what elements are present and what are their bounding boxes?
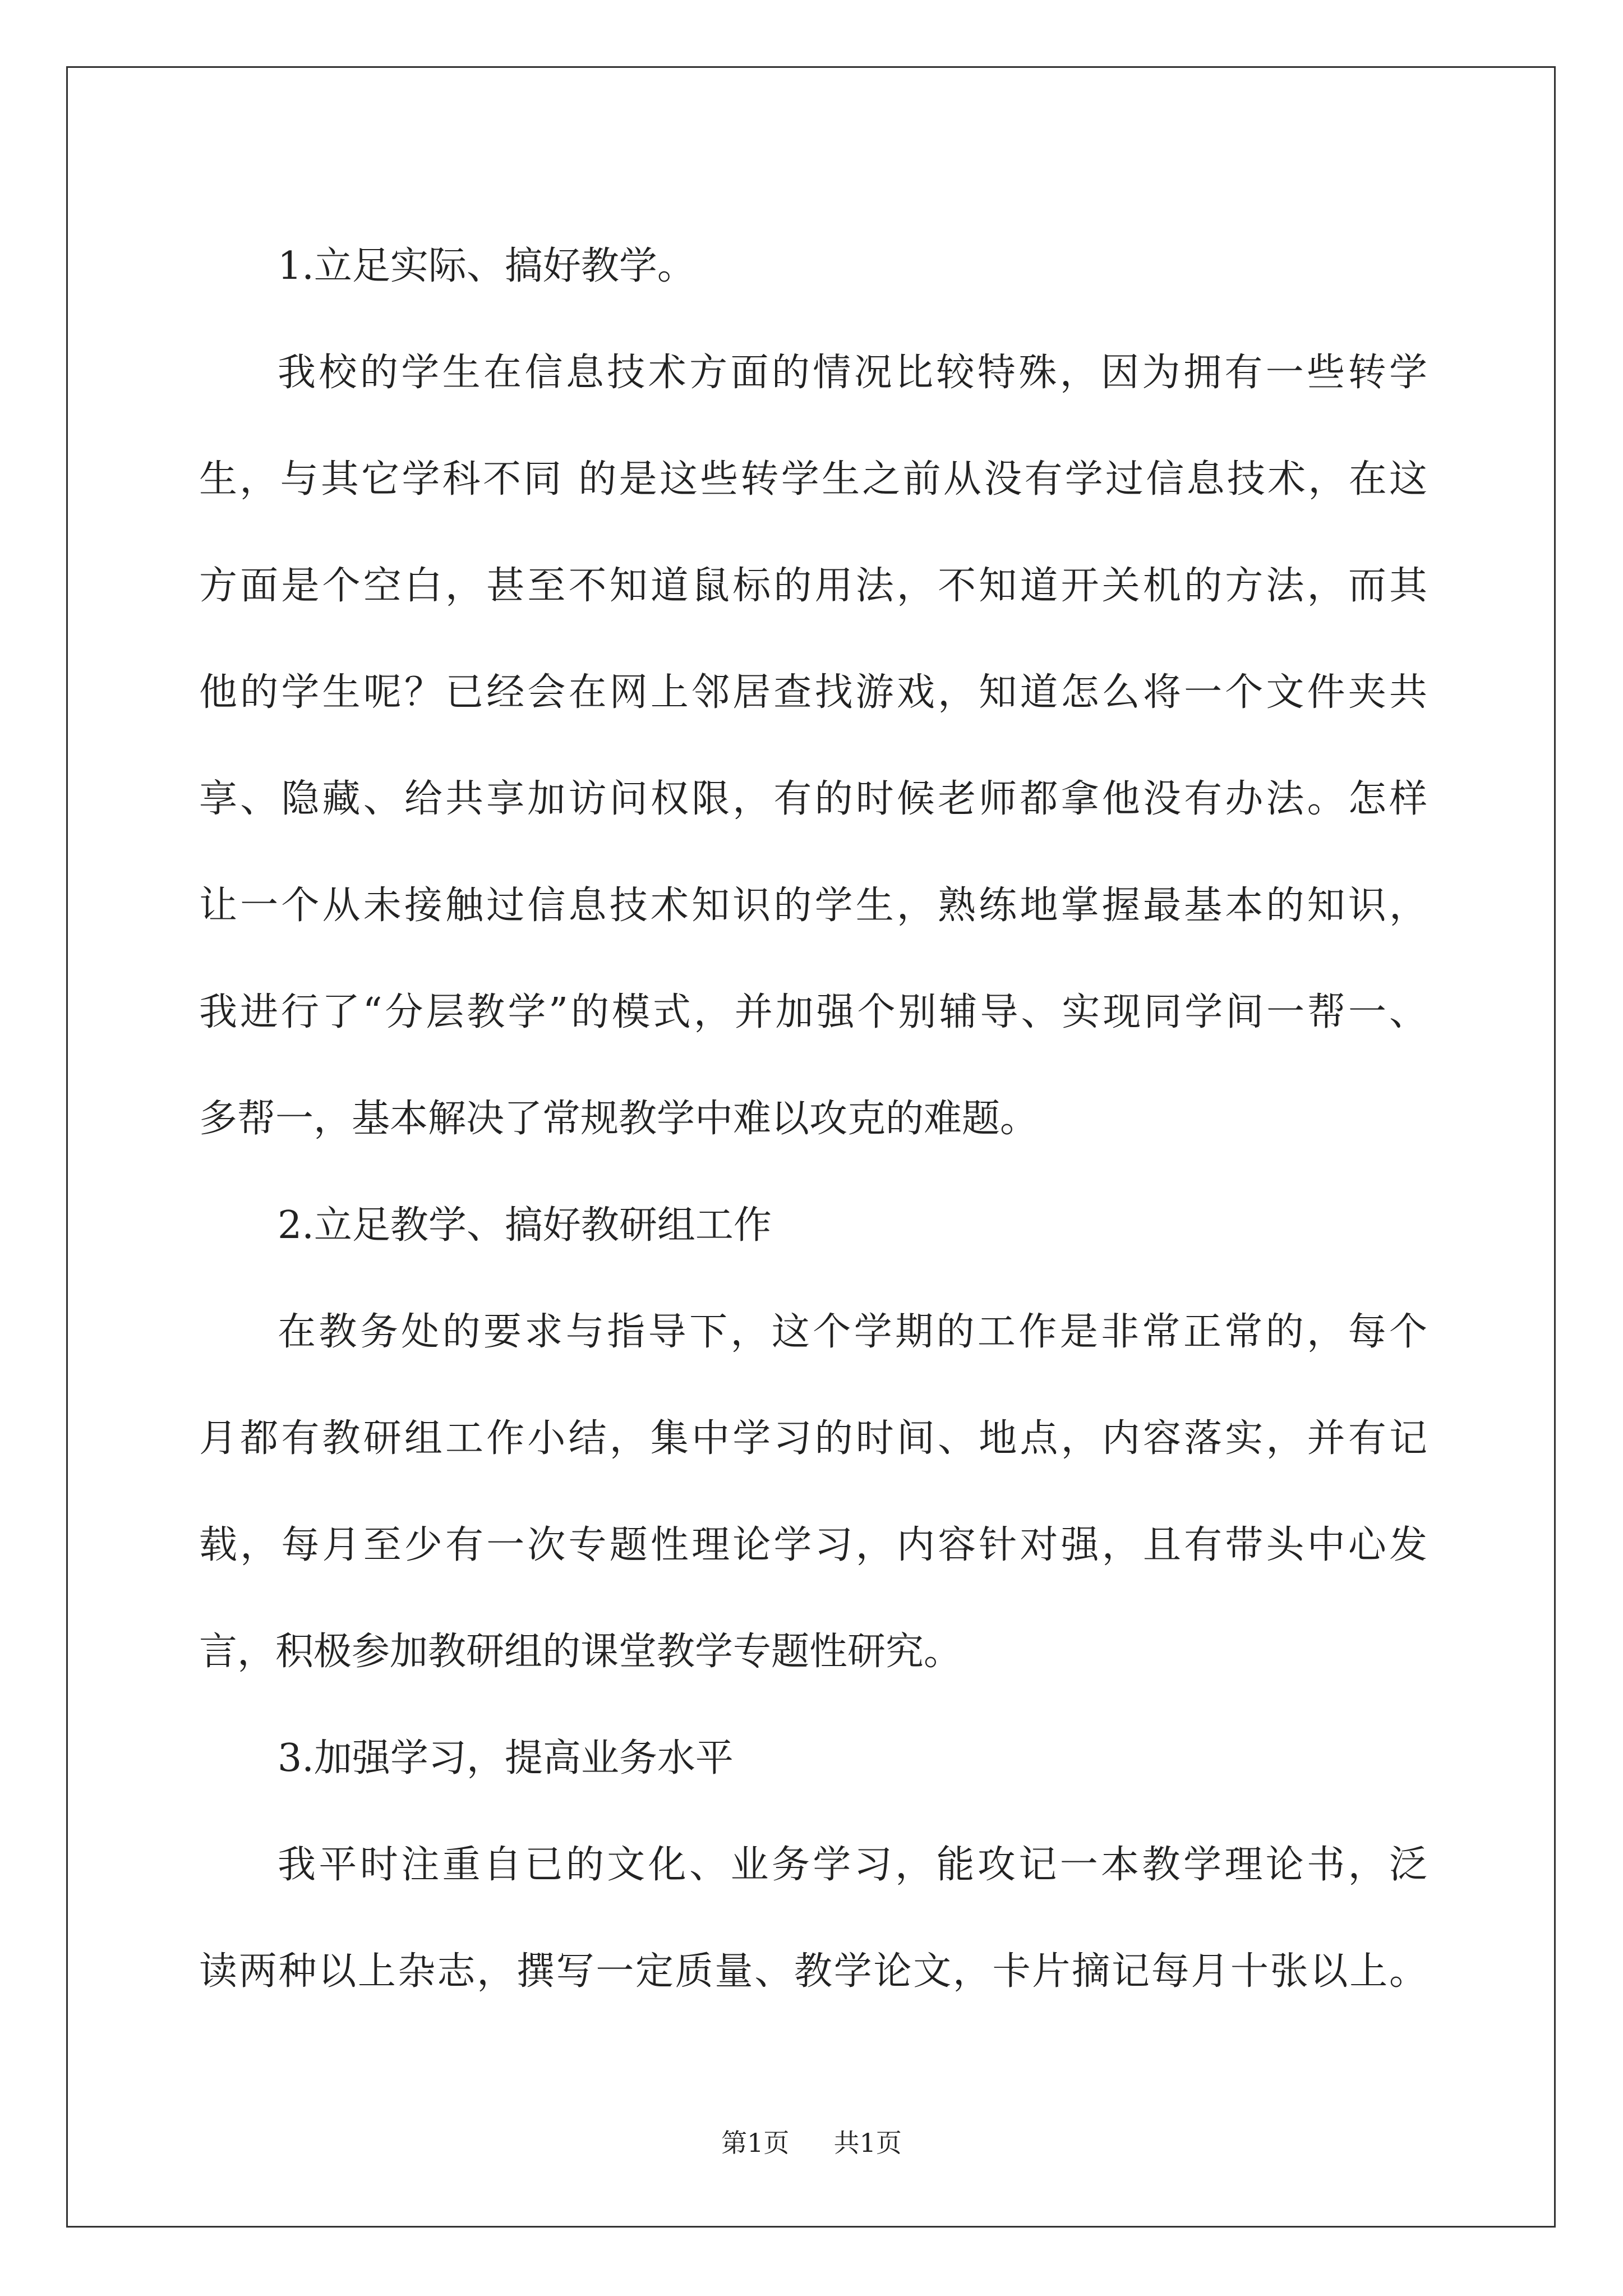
page-footer [0,2126,1623,2160]
text-line: 载，每月至少有一次专题性理论学习，内容针对强，且有带头中心发 [199,1523,1427,1567]
text-line: 享、隐藏、给共享加访问权限，有的时候老师都拿他没有办法。怎样 [199,777,1427,821]
text-line: 言，积极参加教研组的课堂教学专题性研究。 [199,1630,962,1674]
page-number: 第1页 [721,2128,790,2158]
text-line: 我校的学生在信息技术方面的情况比较特殊，因为拥有一些转学 [278,351,1427,395]
text-line: 1.立足实际、搞好教学。 [278,244,695,288]
page-total: 共1页 [833,2128,902,2158]
text-line: 我平时注重自已的文化、业务学习，能攻记一本教学理论书，泛 [278,1843,1427,1887]
text-line: 我进行了“分层教学”的模式，并加强个别辅导、实现同学间一帮一、 [199,990,1427,1034]
text-line: 3.加强学习，提高业务水平 [278,1736,734,1780]
text-line: 月都有教研组工作小结，集中学习的时间、地点，内容落实，并有记 [199,1416,1427,1461]
text-line: 多帮一，基本解决了常规教学中难以攻克的难题。 [199,1097,1039,1141]
text-line: 2.立足教学、搞好教研组工作 [278,1203,772,1248]
text-line: 方面是个空白，甚至不知道鼠标的用法，不知道开关机的方法，而其 [199,564,1427,608]
text-line: 读两种以上杂志，撰写一定质量、教学论文，卡片摘记每月十张以上。 [199,1949,1427,1994]
document-body [199,213,1427,2025]
text-line: 让一个从未接触过信息技术知识的学生，熟练地掌握最基本的知识， [199,884,1427,928]
text-line: 他的学生呢？已经会在网上邻居查找游戏，知道怎么将一个文件夹共 [199,670,1427,715]
text-line: 在教务处的要求与指导下，这个学期的工作是非常正常的，每个 [278,1310,1427,1354]
text-line: 生，与其它学科不同 的是这些转学生之前从没有学过信息技术，在这 [199,457,1427,501]
